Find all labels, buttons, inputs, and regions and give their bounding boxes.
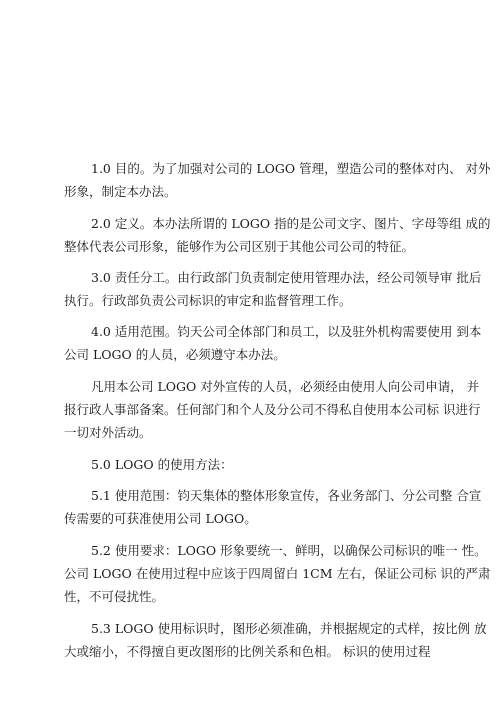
text-line: 凡用本公司 LOGO 对外宣传的人员，必须经由使用人向公司申请， 并 <box>91 379 480 394</box>
paragraph-responsibility <box>64 266 482 312</box>
text-line: 1.0 目的。为了加强对公司的 LOGO 管理，塑造公司的整体对内、 对外 <box>91 161 491 176</box>
paragraph-purpose <box>64 157 491 203</box>
paragraph-usage-range <box>64 484 482 530</box>
text-line: 3.0 责任分工。由行政部门负责制定使用管理办法，经公司领导审 批后 <box>91 270 482 285</box>
text-line: 大或缩小，不得擅自更改图形的比例关系和色相。 标识的使用过程 <box>64 644 431 659</box>
text-line: 公司 LOGO 在使用过程中应该于四周留白 1CM 左右，保证公司标 识的严肃 <box>64 566 491 581</box>
text-line: 形象，制定本办法。 <box>64 184 177 199</box>
paragraph-definition <box>64 212 491 258</box>
text-line: 整体代表公司形象，能够作为公司区别于其他公司公司的特征。 <box>64 239 415 254</box>
paragraph-application <box>64 375 481 444</box>
text-line: 一切对外活动。 <box>64 425 152 440</box>
text-line: 2.0 定义。本办法所谓的 LOGO 指的是公司文字、图片、字母等组 成的 <box>91 216 491 231</box>
paragraph-logo-accuracy <box>64 617 487 663</box>
paragraph-usage-requirements <box>64 539 491 608</box>
text-line: 5.3 LOGO 使用标识时，图形必须准确，并根据规定的式样，按比例 放 <box>91 621 487 636</box>
text-line: 公司 LOGO 的人员，必须遵守本办法。 <box>64 347 286 362</box>
paragraph-scope <box>64 320 482 366</box>
text-line: 4.0 适用范围。钧天公司全体部门和员工，以及驻外机构需要使用 到本 <box>91 324 482 339</box>
text-line: 5.1 使用范围：钧天集体的整体形象宣传，各业务部门、分公司整 合宣 <box>91 488 482 503</box>
text-line: 性，不可侵扰性。 <box>64 589 165 604</box>
text-line: 执行。行政部负责公司标识的审定和监督管理工作。 <box>64 293 352 308</box>
text-line: 报行政人事部备案。任何部门和个人及分公司不得私自使用本公司标 识进行 <box>64 402 481 417</box>
text-line: 传需要的可获准使用公司 LOGO。 <box>64 511 257 526</box>
paragraph-usage-heading <box>64 453 445 476</box>
text-line: 5.2 使用要求：LOGO 形象要统一、鲜明，以确保公司标识的唯一 性。 <box>91 543 487 558</box>
text-line: 5.0 LOGO 的使用方法： <box>91 457 233 472</box>
